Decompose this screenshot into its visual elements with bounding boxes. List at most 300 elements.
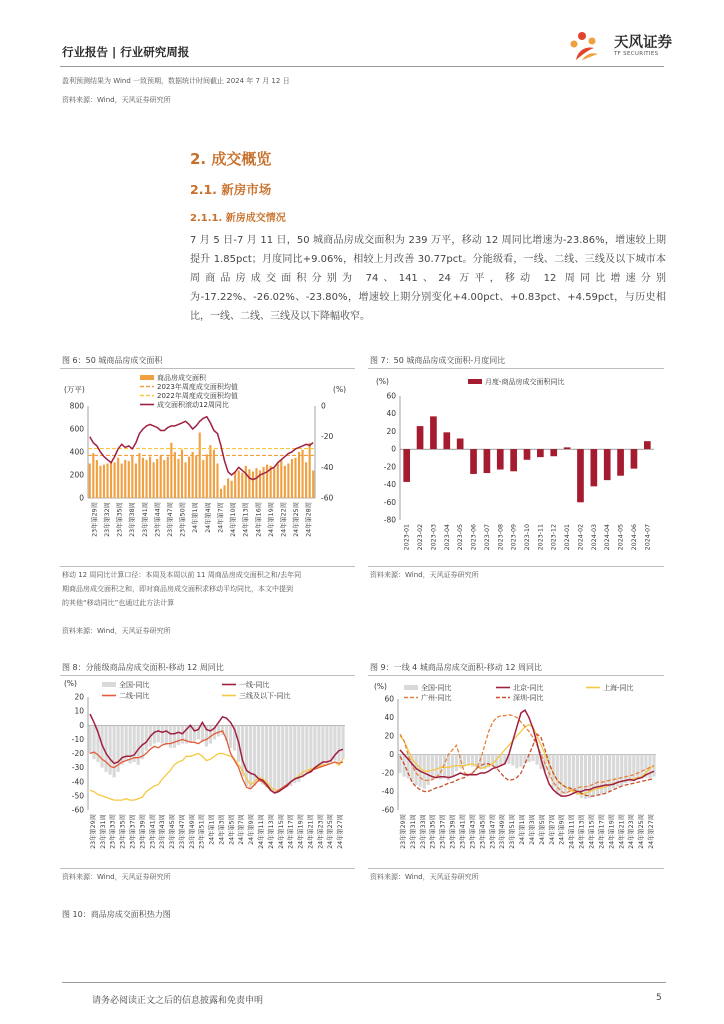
fig6-bar	[149, 457, 151, 498]
legend-label: 2023年周度成交面积均值	[157, 383, 238, 391]
fig8-x-tick: 24年第7周	[238, 814, 246, 845]
fig6-bar	[114, 462, 116, 498]
fig9-y-tick: -60	[381, 805, 394, 815]
legend-label: 北京-同比	[513, 684, 544, 692]
fig7-x-tick: 2023-07	[483, 524, 491, 551]
fig9-x-tick: 23年第39周	[449, 814, 457, 849]
section-heading: 2. 成交概览	[190, 150, 272, 168]
fig6-bar	[160, 455, 162, 498]
fig9-bar	[531, 755, 534, 761]
fig8-x-tick: 23年第47周	[178, 814, 186, 849]
fig7-x-tick: 2024-03	[590, 524, 598, 551]
fig8-x-tick: 24年第13周	[267, 814, 275, 849]
fig8-bar	[193, 725, 196, 741]
legend-label: 2022年周度成交面积均值	[157, 392, 238, 400]
fig8-x-tick: 23年第45周	[169, 814, 177, 849]
forecast-note: 盈利预测结果为 Wind 一致预期，数据统计时间截止 2024 年 7 月 12 日	[62, 77, 290, 85]
fig7-x-tick: 2023-08	[497, 524, 505, 551]
fig9-x-tick: 23年第45周	[479, 814, 487, 849]
fig6-bar	[202, 460, 204, 498]
fig8-bar	[145, 725, 148, 750]
fig6-bar	[277, 464, 279, 499]
subsection-heading: 2.1. 新房市场	[190, 182, 272, 197]
fig8-x-tick: 23年第33周	[109, 814, 117, 849]
fig6-x-tick: 24年第19周	[267, 502, 275, 537]
fig6-x-tick: 23年第38周	[129, 502, 137, 537]
fig9-x-tick: 23年第35周	[429, 814, 437, 849]
fig8-top-rule	[60, 675, 355, 676]
fig7-bar	[457, 439, 464, 450]
fig6-bar	[177, 459, 179, 498]
fig8-x-tick: 23年第39周	[139, 814, 147, 849]
fig6-y-tick-left: 800	[69, 401, 84, 411]
fig6-bar	[241, 473, 243, 498]
fig7-x-tick: 2023-10	[524, 524, 531, 551]
legend-label: 二线-同比	[119, 692, 150, 700]
fig6-bar	[128, 461, 130, 498]
fig6-bar	[294, 458, 296, 498]
fig7-y-tick: -40	[383, 480, 396, 490]
legend-swatch	[102, 682, 116, 687]
fig6-bar	[174, 452, 176, 498]
fig7-y-tick: -20	[383, 462, 396, 472]
fig6-bar	[135, 464, 137, 499]
fig6-bar	[192, 452, 194, 498]
fig8-tier1-line	[90, 714, 343, 793]
legend-label: 全国-同比	[421, 684, 452, 692]
fig8-x-tick: 24年第3周	[218, 814, 226, 845]
fig7-y-tick: -80	[383, 515, 396, 525]
fig10-title: 图 10：商品房成交面积热力图	[62, 910, 171, 919]
fig7-bar	[524, 449, 531, 460]
fig8-y-tick: -40	[71, 777, 84, 787]
fig6-bar	[131, 455, 133, 498]
fig9-x-tick: 23年第31周	[409, 814, 417, 849]
fig7-y-tick: 20	[386, 426, 396, 436]
fig6-bar	[220, 489, 222, 498]
fig9-x-tick: 24年第13周	[578, 814, 586, 849]
fig8-bar	[321, 725, 324, 765]
fig6-y-tick-right: 0	[321, 401, 326, 411]
footer-divider	[62, 982, 666, 983]
fig7-y-tick: 0	[391, 444, 396, 454]
fig9-x-tick: 24年第11周	[568, 814, 576, 849]
fig7-x-tick: 2024-07	[644, 524, 652, 551]
legend-swatch	[140, 375, 154, 380]
fig8-bar	[173, 725, 176, 748]
fig6-x-tick: 23年第47周	[166, 502, 174, 537]
fig9-x-tick: 24年第7周	[548, 814, 556, 845]
fig6-unit-right: (%)	[333, 385, 346, 394]
fig8-bar	[88, 725, 91, 753]
fig6-bar	[284, 466, 286, 498]
fig6-bar	[170, 443, 172, 498]
fig6-bar	[138, 453, 140, 498]
fig6-note-line: 移动 12 周同比计算口径：本周及本周以前 11 周商品房成交面积之和/去年同	[62, 571, 302, 579]
page-number: 5	[656, 993, 662, 1003]
fig8-y-tick: -50	[71, 791, 84, 801]
fig6-bar	[273, 468, 275, 498]
fig7-y-tick: 60	[386, 391, 396, 401]
fig9-bar	[535, 755, 538, 765]
fig9-bar	[576, 755, 579, 796]
fig8-bar	[313, 725, 316, 769]
fig8-x-tick: 24年第15周	[277, 814, 285, 849]
fig6-bar	[213, 450, 215, 498]
fig8-bar	[125, 725, 128, 760]
fig6-bar	[298, 452, 300, 498]
fig8-bottom-rule	[60, 868, 355, 869]
fig9-x-tick: 23年第47周	[489, 814, 497, 849]
fig9-x-tick: 24年第19周	[608, 814, 616, 849]
fig8-bar	[317, 725, 320, 767]
fig7-x-tick: 2024-05	[617, 524, 625, 551]
fig9-y-tick: 20	[384, 731, 394, 741]
fig7-bar	[550, 449, 557, 456]
fig7-x-tick: 2023-02	[417, 524, 425, 551]
fig8-bar	[112, 725, 115, 777]
fig6-x-tick: 23年第41周	[141, 502, 149, 537]
fig7-y-tick: -60	[383, 497, 396, 507]
fig6-bar	[188, 457, 190, 498]
fig6-bar	[270, 466, 272, 498]
fig8-bar	[141, 725, 144, 759]
fig8-y-tick: -10	[71, 734, 84, 744]
fig7-bar	[497, 449, 504, 469]
fig8-x-tick: 23年第29周	[89, 814, 97, 849]
fig9-bar	[435, 755, 438, 778]
fig9-x-tick: 24年第23周	[628, 814, 636, 849]
brand-name: 天风证券	[614, 35, 672, 51]
fig7-x-tick: 2024-06	[630, 524, 638, 551]
fig9-bar	[648, 755, 651, 779]
fig6-bar	[291, 459, 293, 498]
legend-label: 广州-同比	[421, 694, 452, 702]
fig9-x-tick: 24年第3周	[528, 814, 536, 845]
fig6-x-tick: 24年第4周	[204, 502, 212, 533]
fig9-source: 资料来源：Wind，天风证券研究所	[370, 873, 479, 881]
fig8-bar	[157, 725, 160, 742]
fig8-x-tick: 23年第37周	[129, 814, 137, 849]
fig6-x-tick: 23年第29周	[91, 502, 99, 537]
fig6-bar	[124, 460, 126, 498]
legend-label: 全国-同比	[119, 681, 150, 689]
fig7-bar	[591, 449, 598, 486]
fig6-x-tick: 24年第16周	[255, 502, 263, 537]
fig6-bar	[305, 462, 307, 498]
fig8-bar	[305, 725, 308, 774]
fig8-title: 图 8：分能级商品房成交面积-移动 12 周同比	[62, 663, 224, 672]
legend-label: 深圳-同比	[513, 694, 544, 702]
fig7-bar	[564, 447, 571, 449]
fig7-bar	[617, 449, 624, 476]
fig8-bar	[341, 725, 344, 759]
fig6-y-tick-right: -60	[321, 493, 334, 503]
report-header-title: 行业报告 | 行业研究周报	[62, 45, 190, 59]
fig8-y-tick: 20	[74, 692, 84, 702]
fig8-x-tick: 23年第49周	[188, 814, 196, 849]
fig9-x-tick: 24年第27周	[648, 814, 656, 849]
fig7-source: 资料来源：Wind，天风证券研究所	[370, 571, 479, 579]
fig8-x-tick: 24年第5周	[228, 814, 236, 845]
fig7-x-tick: 2023-04	[443, 524, 451, 551]
fig7-x-tick: 2023-03	[430, 524, 438, 551]
fig6-x-tick: 24年第10周	[230, 502, 238, 537]
fig6-x-tick: 24年第22周	[280, 502, 288, 537]
fig9-y-tick: 40	[384, 713, 394, 722]
fig6-bar	[234, 472, 236, 498]
fig7-unit: (%)	[376, 377, 389, 386]
fig7-x-tick: 2024-01	[564, 524, 572, 551]
fig9-bar	[515, 755, 518, 769]
fig9-x-tick: 23年第51周	[509, 814, 517, 849]
fig9-bar	[632, 755, 635, 781]
brand-name-en: TF SECURITIES	[614, 51, 659, 57]
fig6-x-tick: 24年第25周	[293, 502, 301, 537]
fig6-bar	[206, 454, 208, 498]
fig9-bar	[511, 755, 514, 766]
fig6-bar	[309, 443, 311, 498]
fig6-bar	[89, 464, 91, 499]
fig8-x-tick: 24年第23周	[317, 814, 325, 849]
fig8-y-tick: -20	[71, 749, 84, 758]
fig6-y-tick-right: -20	[321, 432, 334, 442]
fig6-note-line: 期商品房成交面积之和，即对商品房成交面积求移动平均同比，本文中提到	[62, 585, 293, 593]
fig7-bar	[430, 416, 437, 449]
fig8-bar	[297, 725, 300, 782]
fig8-bar	[329, 725, 332, 762]
fig9-x-tick: 24年第15周	[588, 814, 596, 849]
fig6-bar	[145, 460, 147, 498]
fig7-x-tick: 2023-05	[457, 524, 465, 551]
fig8-x-tick: 24年第11周	[257, 814, 265, 849]
fig6-y-tick-left: 600	[69, 424, 84, 434]
fig9-bar	[636, 755, 639, 780]
fig9-y-tick: -40	[381, 787, 394, 796]
fig8-x-tick: 23年第31周	[99, 814, 107, 849]
legend-swatch	[468, 379, 482, 384]
fig8-bar	[273, 725, 276, 793]
legend-label: 一线-同比	[239, 681, 270, 689]
fig6-bottom-rule	[60, 566, 355, 567]
fig9-x-tick: 23年第49周	[499, 814, 507, 849]
fig6-bar	[245, 466, 247, 498]
fig6-bar	[199, 432, 201, 498]
fig6-y-tick-left: 200	[69, 470, 84, 480]
fig9-y-tick: 60	[384, 694, 394, 704]
fig6-bar	[227, 478, 229, 498]
fig6-note	[62, 568, 352, 610]
fig8-bar	[337, 725, 340, 761]
fig8-bar	[301, 725, 304, 777]
fig6-bar	[121, 464, 123, 499]
fig6-unit-left: (万平)	[64, 385, 85, 394]
fig6-bar	[238, 470, 240, 498]
fig9-x-tick: 24年第9周	[558, 814, 566, 845]
fig6-x-tick: 24年第7周	[217, 502, 225, 533]
fig7-bar	[577, 449, 584, 502]
fig6-bar	[302, 450, 304, 498]
fig8-x-tick: 24年第21周	[307, 814, 315, 849]
fig6-x-tick: 23年第35周	[116, 502, 124, 537]
fig7-x-tick: 2023-09	[510, 524, 518, 551]
fig9-bar	[568, 755, 571, 792]
fig8-bar	[293, 725, 296, 783]
fig6-bar	[209, 445, 211, 498]
fig8-bar	[265, 725, 268, 787]
fig8-bar	[137, 725, 140, 765]
fig8-y-tick: 0	[79, 720, 84, 730]
fig7-title: 图 7：50 城商品房成交面积-月度同比	[370, 356, 506, 365]
legend-label: 三线及以下-同比	[239, 692, 291, 700]
fig6-bar	[153, 462, 155, 498]
fig6-x-tick: 24年第13周	[242, 502, 250, 537]
fig6-bar	[216, 464, 218, 499]
fig8-y-tick: -60	[71, 805, 84, 815]
fig7-bar	[631, 449, 638, 468]
fig8-bar	[277, 725, 280, 791]
fig8-x-tick: 24年第1周	[208, 814, 216, 845]
fig8-x-tick: 24年第9周	[248, 814, 256, 845]
fig6-bar	[280, 460, 282, 498]
fig6-top-rule	[60, 368, 355, 369]
fig6-bar	[248, 469, 250, 498]
fig8-bar	[249, 725, 252, 789]
fig9-x-tick: 24年第25周	[638, 814, 646, 849]
fig6-bar	[142, 458, 144, 498]
fig6-bar	[223, 485, 225, 498]
fig8-x-tick: 24年第19周	[297, 814, 305, 849]
fig6-bar	[231, 481, 233, 498]
fig6-y-tick-left: 400	[69, 447, 84, 457]
fig9-chart	[368, 677, 664, 867]
fig9-bar	[572, 755, 575, 794]
fig6-x-tick: 23年第32周	[103, 502, 111, 537]
fig6-bar	[195, 455, 197, 498]
footer-disclaimer: 请务必阅读正文之后的信息披露和免责申明	[92, 996, 264, 1006]
fig9-shenzhen-line	[400, 734, 654, 796]
fig6-bar	[167, 457, 169, 498]
fig7-bar	[417, 426, 424, 449]
fig9-bar	[624, 755, 627, 784]
fig6-bar	[156, 459, 158, 498]
fig8-x-tick: 24年第27周	[337, 814, 345, 849]
fig8-tier2-line	[90, 731, 343, 793]
fig9-x-tick: 23年第29周	[399, 814, 407, 849]
fig6-title: 图 6：50 城商品房成交面积	[62, 356, 163, 365]
fig8-source: 资料来源：Wind，天风证券研究所	[62, 873, 171, 881]
fig8-bar	[177, 725, 180, 745]
subsubsection-heading: 2.1.1. 新房成交情况	[190, 213, 286, 224]
fig7-bar	[484, 449, 491, 473]
fig6-yoy-line	[90, 417, 313, 480]
body-paragraph: 7 月 5 日-7 月 11 日，50 城商品房成交面积为 239 万平，移动 12 周同比增速为-23.86%，增速较上期提升 1.85pct；月度同比+9.06%，相较上月改善 30.77pct。分能级看，一线、二线、三线及以下城市本周商品房成交面积分别为 74、141、24 万平，移动 12 周同比增速分别为-17.22%、-26.02%、-23.80%，增速较上期分别变化+4.00pct、+0.83pct、+4.59pct，与历史相比，一线、二线、三线及以下降幅收窄。	[190, 235, 666, 322]
legend-label: 上海-同比	[603, 684, 634, 692]
fig8-bar	[161, 725, 164, 743]
fig6-chart	[60, 370, 355, 565]
fig8-bar	[281, 725, 284, 789]
fig6-bar	[266, 465, 268, 498]
legend-label: 月度-商品房成交面积同比	[485, 378, 565, 386]
fig9-x-tick: 23年第43周	[469, 814, 477, 849]
fig9-beijing-line	[400, 710, 654, 796]
fig8-bar	[209, 725, 212, 743]
fig8-x-tick: 23年第43周	[159, 814, 167, 849]
fig6-bar	[106, 464, 108, 499]
fig8-x-tick: 23年第35周	[119, 814, 127, 849]
fig6-bar	[110, 461, 112, 498]
source-note: 资料来源：Wind，天风证券研究所	[62, 96, 171, 104]
fig6-bar	[181, 450, 183, 498]
fig9-x-tick: 24年第1周	[519, 814, 527, 845]
fig9-y-tick: -20	[381, 768, 394, 778]
fig7-bar	[443, 432, 450, 449]
legend-label: 商品房成交面积	[157, 374, 206, 382]
fig7-x-tick: 2024-04	[604, 524, 612, 551]
fig8-bar	[169, 725, 172, 748]
fig8-bar	[217, 725, 220, 736]
fig8-bar	[309, 725, 312, 772]
fig8-x-tick: 24年第25周	[327, 814, 335, 849]
legend-label: 成交面积滚动12周同比	[157, 401, 229, 409]
fig6-bar	[92, 453, 94, 498]
fig6-bar	[287, 464, 289, 499]
fig8-bar	[165, 725, 168, 745]
fig7-y-tick: 40	[386, 409, 396, 419]
header-divider	[60, 66, 664, 67]
fig6-source: 资料来源：Wind，天风证券研究所	[62, 627, 171, 635]
fig6-x-tick: 23年第50周	[179, 502, 187, 537]
fig8-bar	[104, 725, 107, 772]
fig6-bar	[117, 458, 119, 498]
fig7-x-tick: 2023-12	[550, 524, 558, 551]
fig6-bar	[103, 465, 105, 498]
fig8-bar	[201, 725, 204, 742]
fig9-unit: (%)	[374, 682, 387, 691]
fig9-x-tick: 23年第41周	[459, 814, 467, 849]
fig7-x-tick: 2024-02	[577, 524, 585, 551]
fig7-x-tick: 2023-01	[403, 524, 411, 551]
fig8-bar	[325, 725, 328, 763]
fig8-bar	[289, 725, 292, 786]
fig6-x-tick: 24年第28周	[305, 502, 313, 537]
fig9-x-tick: 24年第5周	[538, 814, 546, 845]
fig7-bar	[644, 441, 651, 449]
fig6-y-tick-right: -40	[321, 462, 334, 472]
fig6-y-tick-left: 0	[79, 493, 84, 503]
fig7-top-rule	[368, 368, 664, 369]
fig9-x-tick: 23年第33周	[419, 814, 427, 849]
fig6-bar	[252, 472, 254, 498]
fig7-bar	[403, 449, 410, 482]
fig8-x-tick: 23年第51周	[198, 814, 206, 849]
fig6-note-line: 的其他“移动同比”也通过此方法计算	[62, 599, 175, 607]
fig8-unit: (%)	[64, 679, 77, 688]
fig9-y-tick: 0	[389, 750, 394, 759]
fig9-bar	[628, 755, 631, 783]
fig7-bar	[470, 449, 477, 474]
fig6-x-tick: 23年第44周	[154, 502, 162, 537]
fig8-y-tick: 10	[74, 706, 84, 716]
fig9-bottom-rule	[368, 868, 664, 869]
fig9-top-rule	[368, 675, 664, 676]
fig8-bar	[285, 725, 288, 787]
fig8-bar	[269, 725, 272, 791]
fig6-bar	[163, 460, 165, 498]
fig8-bar	[92, 725, 95, 759]
fig9-x-tick: 24年第17周	[598, 814, 606, 849]
fig7-chart	[368, 370, 664, 565]
